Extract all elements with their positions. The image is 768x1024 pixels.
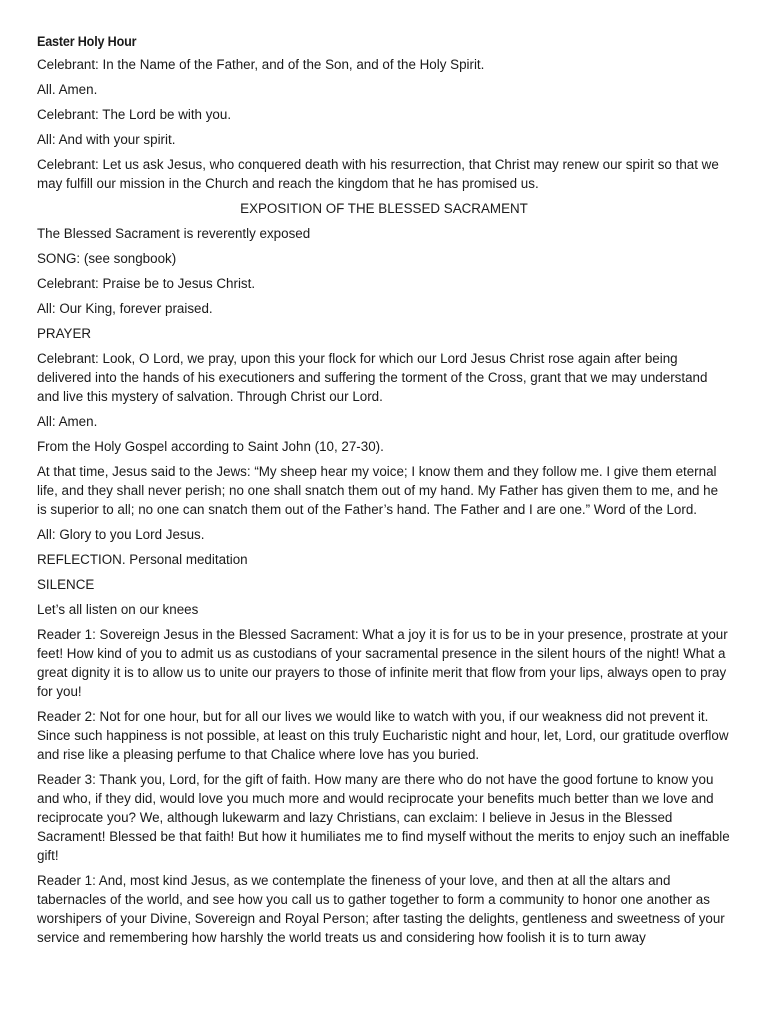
response-amen: All. Amen. [37,82,98,97]
gospel-text: At that time, Jesus said to the Jews: “My sheep hear my voice; I know them and they follow me. I give them eternal life, and they shall never perish; no one shall snatch them out of my hand. My Father has given them to me, and he is superior to all; no one can snatch them out of the Father’s hand. The Father and I are one.” Word of the Lord. [37,464,719,517]
gospel-announcement: From the Holy Gospel according to Saint John (10, 27-30). [37,439,384,454]
document-page [37,30,731,953]
celebrant-prayer: Celebrant: Look, O Lord, we pray, upon this your flock for which our Lord Jesus Christ rose again after being delivered into the hands of his executioners and suffering the torment of the Cross, grant that we may understand and live this mystery of salvation. Through Christ our Lord. [37,351,708,404]
celebrant-intention: Celebrant: Let us ask Jesus, who conquered death with his resurrection, that Christ may renew our spirit so that we may fulfill our mission in the Church and reach the kingdom that he has promised us. [37,157,719,191]
section-heading-exposition: EXPOSITION OF THE BLESSED SACRAMENT [240,201,528,216]
celebrant-greeting: Celebrant: The Lord be with you. [37,107,232,122]
opening-invocation: Celebrant: In the Name of the Father, and of the Son, and of the Holy Spirit. [37,57,485,72]
reader-1-text-2: Reader 1: And, most kind Jesus, as we contemplate the fineness of your love, and then at all the altars and tabernacles of the world, and see how you call us to gather together to form a community to honor one another as worshipers of your Divine, Sovereign and Royal Person; after tasting the delights, gentleness and sweetness of your service and remembering how harshly the world treats us and considering how foolish it is to turn away [37,873,725,945]
document-title: Easter Holy Hour [37,33,137,49]
reader-3-text: Reader 3: Thank you, Lord, for the gift of faith. How many are there who do not have the good fortune to know you and who, if they did, would love you much more and would reciprocate your benefits much better than we love and reciprocate you? We, although lukewarm and lazy Christians, can exclaim: I believe in Jesus in the Blessed Sacrament! Blessed be that faith! But how it humiliates me to find myself without the merits to enjoy such an ineffable gift! [37,772,730,863]
response-king: All: Our King, forever praised. [37,301,213,316]
response-spirit: All: And with your spirit. [37,132,176,147]
response-amen-2: All: Amen. [37,414,98,429]
celebrant-praise: Celebrant: Praise be to Jesus Christ. [37,276,256,291]
response-glory: All: Glory to you Lord Jesus. [37,527,205,542]
reader-1-text: Reader 1: Sovereign Jesus in the Blessed Sacrament: What a joy it is for us to be in your presence, prostrate at your feet! How kind of you to admit us as custodians of your sacramental presence in the silent hours of the night! What a great dignity it is to allow us to unite our prayers to those of infinite merit that flow from your lips, always open to pray for you! [37,627,728,699]
section-reflection: REFLECTION. Personal meditation [37,552,248,567]
rubric-exposed: The Blessed Sacrament is reverently exposed [37,226,311,241]
section-silence: SILENCE [37,577,95,592]
song-note: SONG: (see songbook) [37,251,177,266]
reader-2-text: Reader 2: Not for one hour, but for all our lives we would like to watch with you, if our weakness did not prevent it. Since such happiness is not possible, at least on this truly Eucharistic night and hour, let, Lord, our gratitude overflow and rise like a pleasing perfume to that Chalice where love has you buried. [37,709,729,762]
section-heading-prayer: PRAYER [37,326,92,341]
rubric-knees: Let’s all listen on our knees [37,602,199,617]
